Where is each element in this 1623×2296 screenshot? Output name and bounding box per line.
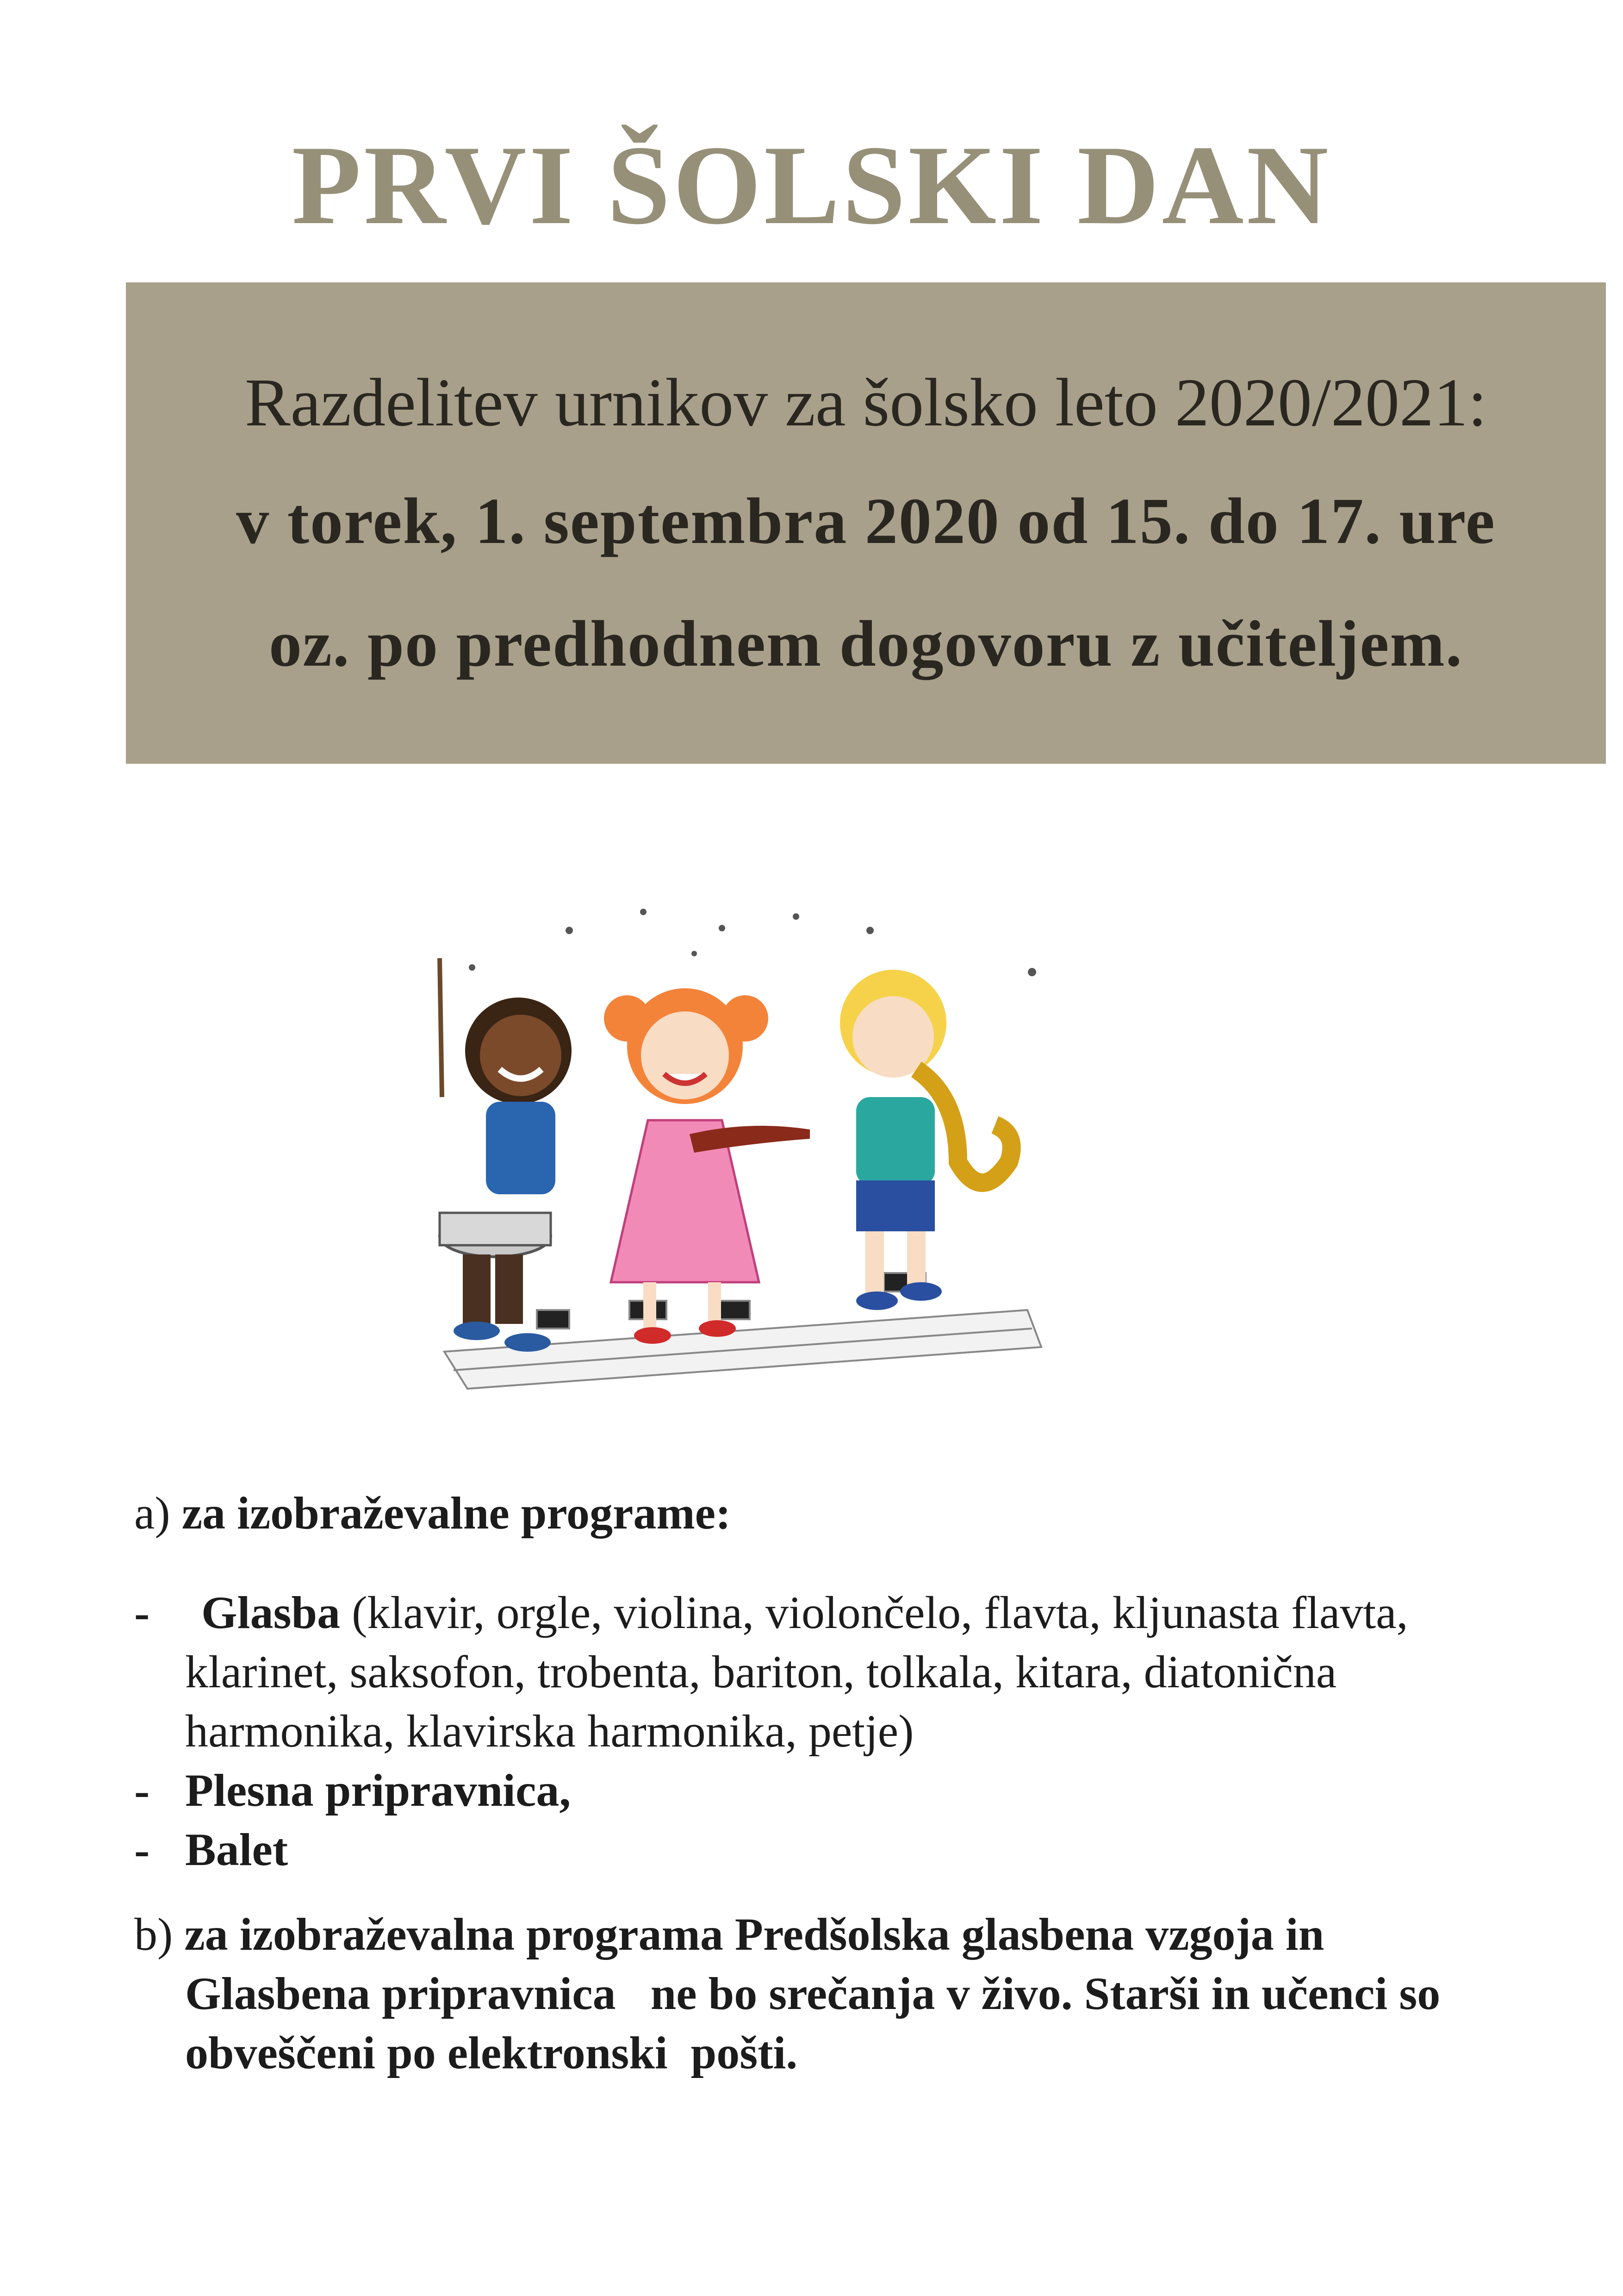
list-item [134,1820,1546,1879]
section-a-heading: za izobraževalne programe: [181,1487,731,1539]
section-b-line-2: Glasbena pripravnica ne bo srečanja v živo. Starši in učenci so [185,1968,1441,2019]
section-a [134,1484,731,1543]
banner-line-2: v torek, 1. septembra 2020 od 15. do 17. ure [236,484,1496,557]
list-item-bold: Glasba [201,1587,341,1638]
list-dash: - [134,1587,150,1638]
drummer-boy [440,958,572,1352]
section-b-line-1: za izobraževalna programa Predšolska glasbena vzgoja in [184,1909,1325,1960]
banner-line-1: Razdelitev urnikov za šolsko leto 2020/2021: [244,365,1487,441]
section-b-line-3: obveščeni po elektronski pošti. [185,2027,798,2078]
list-item [134,1761,1546,1820]
children-music-illustration [426,903,1074,1421]
list-item-bold: Plesna pripravnica, [185,1765,571,1816]
violin-girl [604,988,810,1344]
list-dash: - [134,1765,150,1816]
section-a-marker: a) [134,1487,170,1539]
program-list [134,1583,1546,1879]
page-title: PRVI ŠOLSKI DAN [292,122,1331,248]
music-notes-icon [469,909,1036,976]
piano-keys [444,1273,1041,1389]
section-b-marker: b) [134,1909,173,1960]
list-item-text: klarinet, saksofon, trobenta, bariton, tolkala, kitara, diatonična [185,1646,1337,1697]
section-b [134,1905,1569,2083]
list-item [134,1583,1546,1761]
list-item-text: harmonika, klavirska harmonika, petje) [185,1705,914,1757]
saxophone-boy [840,970,1012,1310]
schedule-banner [126,282,1606,764]
list-item-bold: Balet [185,1824,288,1875]
list-item-text: (klavir, orgle, violina, violončelo, flavta, kljunasta flavta, [340,1587,1408,1638]
banner-line-3: oz. po predhodnem dogovoru z učiteljem. [269,607,1463,680]
list-dash: - [134,1824,150,1875]
